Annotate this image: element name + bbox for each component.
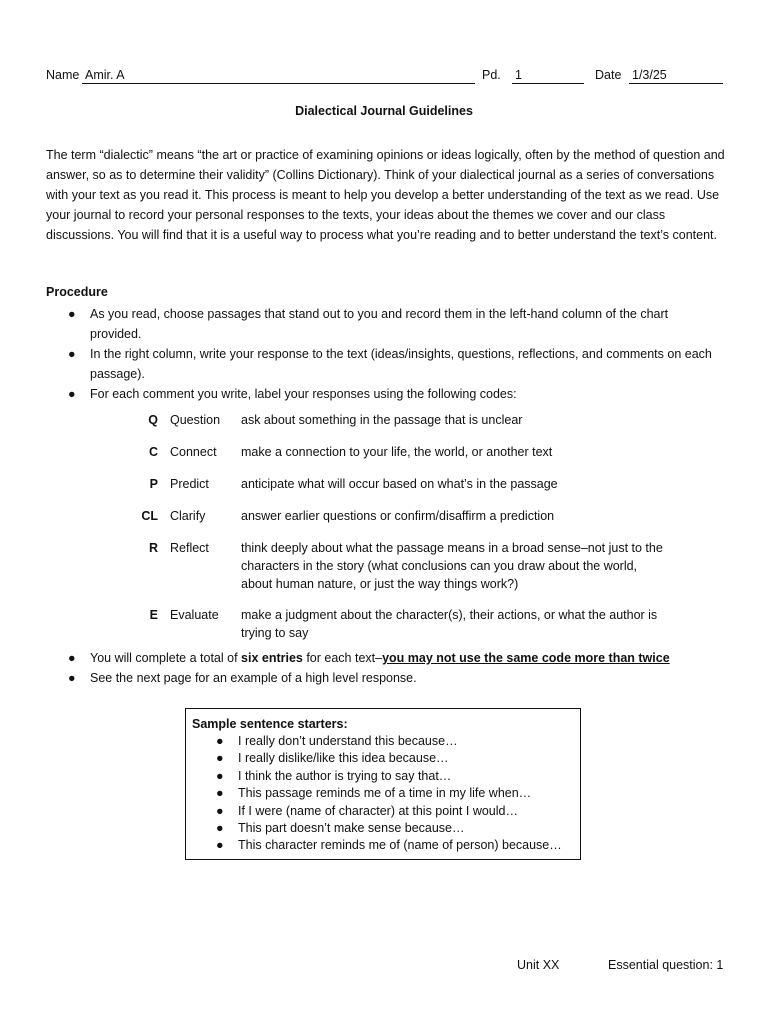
date-label: Date [595,68,622,82]
list-item [68,668,718,688]
step-text: For each comment you write, label your responses using the following codes: [90,387,517,401]
list-item [68,648,718,668]
code-letter: R [148,541,158,555]
footer-unit: Unit XX [517,958,560,972]
code-letter: C [148,445,158,459]
student-info-row [46,66,726,86]
code-name: Predict [170,477,209,491]
code-description: think deeply about what the passage means in a broad sense–not just to the characters in the story (what conclusions can you draw about the world, about human nature, or just the way things work?) [241,541,663,591]
starter-text: I think the author is trying to say that… [238,768,452,783]
date-field[interactable]: 1/3/25 [629,66,723,84]
bullet-icon: ● [68,387,76,401]
starter-text: This passage reminds me of a time in my life when… [238,786,532,801]
procedure-heading: Procedure [46,285,108,299]
code-name: Clarify [170,509,206,523]
code-description: make a connection to your life, the world, or another text [241,445,553,459]
code-name: Connect [170,445,217,459]
entries-prefix: You will complete a total of [90,651,242,665]
bullet-icon: ● [216,838,224,853]
code-letter: P [149,477,158,491]
entries-count: six entries [241,651,303,665]
period-label: Pd. [482,68,501,82]
entries-middle: for each text– [302,651,383,665]
bullet-icon: ● [216,821,224,836]
list-item [68,304,718,344]
starters-list [192,733,580,855]
starter-text: I really dislike/like this idea because… [238,751,449,766]
bullet-icon: ● [68,347,76,361]
code-name: Question [170,413,221,427]
code-name: Evaluate [170,608,219,622]
code-letter: CL [141,509,158,523]
list-item [68,384,718,404]
step-text: As you read, choose passages that stand out to you and record them in the left-hand column of the chart provided. [90,307,669,341]
period-field[interactable]: 1 [512,66,584,84]
procedure-steps [68,304,718,404]
footer-essential-question: Essential question: 1 [608,958,724,972]
intro-paragraph: The term “dialectic” means “the art or practice of examining opinions or ideas logically, often by the method of question and answer, so as to determine their validity” (Collins Dictionary). Think of your dialectical journal as a series of conversations with your text as you read it. This process is meant to help you develop a better understanding of the text as we read. Use your journal to record your personal responses to the texts, your ideas about the themes we cover and our class discussions. You will find that it is a useful way to process what you’re reading and to better understand the text’s content. [46,148,725,242]
bullet-icon: ● [68,307,76,321]
code-limit-rule: you may not use the same code more than twice [382,651,670,665]
name-label: Name [46,68,80,82]
code-description: anticipate what will occur based on what’s in the passage [241,477,558,491]
bullet-icon: ● [216,803,224,818]
page-title: Dialectical Journal Guidelines [295,104,473,118]
list-item [216,733,580,750]
starter-text: This part doesn’t make sense because… [238,821,465,836]
starter-text: If I were (name of character) at this point I would… [238,803,518,818]
code-letter: Q [148,413,158,427]
list-item [216,803,580,820]
code-letter: E [149,608,158,622]
list-item [68,344,718,384]
starter-text: This character reminds me of (name of person) because… [238,838,562,853]
name-field[interactable]: Amir. A [82,66,475,84]
bullet-icon: ● [68,671,76,685]
sentence-starters-box [185,708,581,860]
list-item [216,768,580,785]
starters-title: Sample sentence starters: [192,717,348,731]
step-text: In the right column, write your response to the text (ideas/insights, questions, reflections, and comments on each passage). [90,347,712,381]
bullet-icon: ● [68,651,76,665]
final-steps [68,648,718,688]
code-name: Reflect [170,541,209,555]
list-item [216,785,580,802]
bullet-icon: ● [216,734,224,748]
bullet-icon: ● [216,786,224,801]
bullet-icon: ● [216,751,224,766]
next-page-note: See the next page for an example of a high level response. [90,671,417,685]
list-item [216,820,580,837]
list-item [216,750,580,767]
list-item [216,837,580,854]
code-description: answer earlier questions or confirm/disaffirm a prediction [241,509,555,523]
bullet-icon: ● [216,768,224,783]
code-description: ask about something in the passage that is unclear [241,413,523,427]
starter-text: I really don’t understand this because… [238,734,458,748]
code-description: make a judgment about the character(s), their actions, or what the author is trying to say [241,608,658,640]
